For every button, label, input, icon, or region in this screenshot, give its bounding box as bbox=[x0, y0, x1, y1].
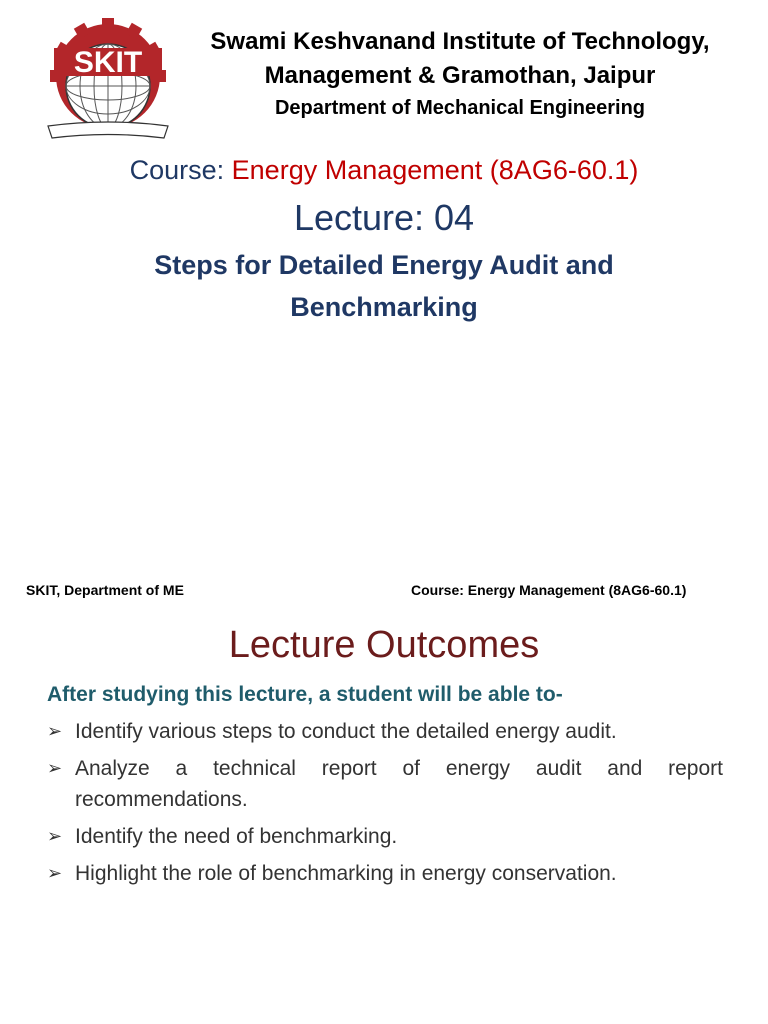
footer-right: Course: Energy Management (8AG6-60.1) bbox=[411, 582, 687, 598]
outcomes-intro: After studying this lecture, a student will be able to- bbox=[47, 683, 563, 706]
arrow-bullet-icon: ➢ bbox=[47, 721, 63, 741]
footer-left: SKIT, Department of ME bbox=[26, 582, 184, 598]
lecture-title-line1: Steps for Detailed Energy Audit and bbox=[154, 250, 614, 280]
skit-logo bbox=[40, 18, 176, 144]
list-item bbox=[47, 716, 723, 747]
logo-text: SKIT bbox=[73, 46, 143, 79]
list-item bbox=[47, 753, 723, 815]
list-item bbox=[47, 821, 723, 852]
lecture-title-line2: Benchmarking bbox=[290, 292, 478, 322]
gear-globe-icon bbox=[40, 18, 176, 144]
list-item bbox=[47, 858, 723, 889]
outcome-text: Identify the need of benchmarking. bbox=[75, 825, 398, 848]
institute-name-line1: Swami Keshvanand Institute of Technology, bbox=[210, 28, 710, 55]
arrow-bullet-icon: ➢ bbox=[47, 758, 63, 778]
outcome-text: Identify various steps to conduct the detailed energy audit. bbox=[75, 720, 617, 743]
arrow-bullet-icon: ➢ bbox=[47, 826, 63, 846]
course-name: Energy Management (8AG6-60.1) bbox=[231, 155, 639, 185]
outcome-text: Highlight the role of benchmarking in energy conservation. bbox=[75, 862, 617, 885]
course-line bbox=[0, 155, 768, 186]
outcomes-list bbox=[47, 716, 723, 895]
arrow-bullet-icon: ➢ bbox=[47, 863, 63, 883]
outcomes-heading: Lecture Outcomes bbox=[228, 624, 540, 666]
institute-name-line2: Management & Gramothan, Jaipur bbox=[264, 62, 656, 89]
outcome-text: Analyze a technical report of energy audit and report recommendations. bbox=[75, 757, 723, 811]
course-label: Course: bbox=[129, 155, 232, 185]
lecture-number: Lecture: 04 bbox=[293, 197, 475, 238]
department-name: Department of Mechanical Engineering bbox=[274, 97, 646, 119]
